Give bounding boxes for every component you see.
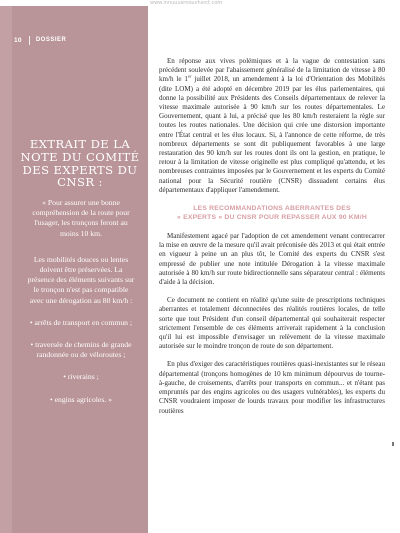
sidebar-bullet: • traversée de chemins de grande randonnée ou de véloroutes ; [30, 340, 132, 360]
subheading-line: « EXPERTS » DU CNSR POUR REPASSER AUX 90 KM/H [177, 214, 367, 222]
article-paragraph-4: En plus d'exiger des caractéristiques routières quasi-inexistantes sur le réseau départemental (tronçons homogènes de 10 km minimum dépourvus de tourne-à-gauche, de croisements, d'arrêts pour transports en commun... et n'étant pas empruntés par des engins agricoles ou des usagers vulnérables), les experts du CNSR voudraient imposer de lourds travaux pour modifier les infrastructures routières [159, 360, 385, 415]
page-header [14, 34, 66, 46]
url-fragment: www.innuuusrnouvhsrct.com [150, 0, 223, 6]
sidebar-bullet: • arrêts de transport en commun ; [29, 317, 133, 327]
sidebar-title-line: NOTE DU COMITÉ [20, 149, 140, 164]
article-subheading [159, 204, 385, 222]
sidebar-bullet: • riverains ; [63, 372, 99, 382]
scroll-marker [392, 442, 394, 446]
sidebar-middle: Les mobilités douces ou lentes doivent être préservées. La présence des éléments suivants sur le tronçon n'est pas compatible avec une dérogation au 80 km/h : [27, 254, 135, 305]
article-paragraph-3: Ce document ne contient en réalité qu'une suite de prescriptions techniques aberrantes et totalement déconnectées des réalités routières locales, de telle sorte que tout Président d'un conseil départemental qui souhaiterait respecter strictement l'ensemble de ces éléments arriverait rapidement à la conclusion qu'il lui est impossible d'envisager un relèvement de la vitesse maximale autorisée sur le moindre tronçon de route de son département. [159, 296, 385, 351]
article-paragraph-2: Manifestement agacé par l'adoption de cet amendement venant contrecarrer la mise en œuvre de la mesure qu'il avait préconisée dès 2013 et qui était entrée en vigueur à peine un an plus tôt, le Comité des experts du CNSR s'est empressé de publier une note intitulée Dérogation à la vitesse maximale autorisée à 80 km/h sur route bidirectionnelle sans séparateur central : éléments d'aide à la décision. [159, 232, 385, 287]
subheading-line: LES RECOMMANDATIONS ABERRANTES DES [193, 205, 351, 213]
article-paragraph-1 [159, 57, 385, 195]
header-separator [29, 36, 30, 45]
article-body [159, 57, 385, 425]
page-number: 10 [14, 36, 22, 44]
sidebar-bullet: • engins agricoles. » [49, 394, 113, 404]
sidebar-intro: « Pour assurer une bonne compréhension de la route pour l'usager, les tronçons feront au moins 10 km. [32, 198, 130, 238]
article-text: juillet 2018, un amendement à la loi d'Orientation des Mobilités (dite LOM) a été adopté en décembre 2019 par les élus parlementaires, qui donne la possibilité aux Présidents des Conseils départementaux de relever la vitesse maximale autorisée à 90 km/h sur les routes départementales. Le Gouvernement, quant à lui, a précisé que les 80 km/h resteraient la règle sur toutes les routes nationales. Une décision qui crée une distorsion importante entre l'État central et les élus locaux. Si, à l'annonce de cette réforme, de très nombreux départements se sont dit publiquement favorables à une large restauration des 90 km/h sur les routes dont ils ont la gestion, en pratique, le retour à la limitation de vitesse originelle est plus compliqué qu'attendu, et les nombreuses contraintes imposées par le Gouvernement et les experts du Comité national pour la Sécurité routière (CNSR) dissuadent certains élus départementaux d'appliquer l'amendement. [159, 75, 385, 194]
article-text: En réponse aux vives polémiques et à la vague de contestation sans précédent soulevée par l'abaissement généralisé de la limitation de vitesse à 80 km/h le 1 [159, 57, 385, 84]
superscript: er [187, 74, 192, 80]
sidebar-title-line: DES EXPERTS DU [22, 162, 138, 177]
sidebar-quote [26, 198, 136, 417]
section-label: DOSSIER [35, 37, 67, 43]
sidebar-title-line: EXTRAIT DE LA [29, 137, 131, 151]
sidebar-title [20, 138, 140, 189]
sidebar-title-line: CNSR : [57, 175, 103, 190]
